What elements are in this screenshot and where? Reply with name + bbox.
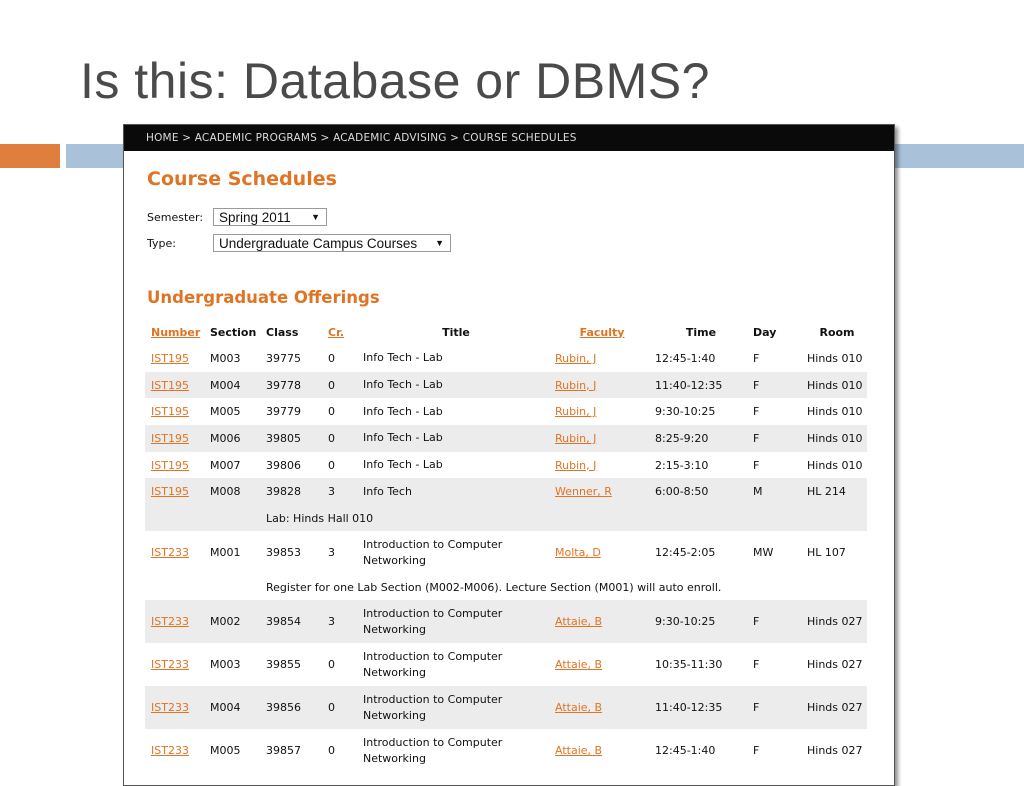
credits-cell: 3 xyxy=(322,478,357,505)
title-cell: Introduction to Computer Networking xyxy=(363,537,503,567)
room-cell: Hinds 010 xyxy=(807,405,863,419)
time-cell: 9:30-10:25 xyxy=(649,600,747,643)
day-cell: F xyxy=(747,425,801,452)
time-cell: 12:45-1:40 xyxy=(655,744,716,758)
header-day: Day xyxy=(753,325,777,339)
breadcrumb: HOME > ACADEMIC PROGRAMS > ACADEMIC ADVISING > COURSE SCHEDULES xyxy=(124,125,894,151)
section-heading: Undergraduate Offerings xyxy=(147,288,380,307)
course-number-link[interactable]: IST195 xyxy=(151,351,189,365)
class-cell: 39853 xyxy=(266,546,301,560)
day-cell: MW xyxy=(753,546,774,560)
note-row xyxy=(145,505,867,531)
table-row xyxy=(145,345,867,372)
header-time: Time xyxy=(685,325,717,339)
faculty-link[interactable]: Attaie, B xyxy=(555,658,603,672)
room-cell: Hinds 027 xyxy=(801,686,867,729)
faculty-link[interactable]: Rubin, J xyxy=(555,351,597,365)
time-cell: 12:45-2:05 xyxy=(655,546,716,560)
course-number-link[interactable]: IST233 xyxy=(145,686,204,729)
class-cell: 39855 xyxy=(266,658,301,672)
time-cell: 8:25-9:20 xyxy=(649,425,747,452)
title-cell: Info Tech - Lab xyxy=(363,404,443,418)
page-content xyxy=(124,168,894,772)
section-cell: M004 xyxy=(204,372,260,399)
time-cell: 11:40-12:35 xyxy=(649,686,747,729)
class-cell: 39856 xyxy=(260,686,322,729)
time-cell: 6:00-8:50 xyxy=(649,478,747,505)
course-number-link[interactable]: IST233 xyxy=(145,600,204,643)
day-cell: F xyxy=(747,686,801,729)
section-cell: M007 xyxy=(210,458,241,472)
credits-cell: 0 xyxy=(328,458,335,472)
type-select[interactable] xyxy=(213,234,451,252)
time-cell: 11:40-12:35 xyxy=(649,372,747,399)
table-row xyxy=(145,398,867,425)
semester-select-value: Spring 2011 xyxy=(219,209,291,225)
table-row xyxy=(145,686,867,729)
room-cell: Hinds 027 xyxy=(807,658,863,672)
section-cell: M008 xyxy=(204,478,260,505)
title-cell: Info Tech xyxy=(357,478,549,505)
credits-cell: 0 xyxy=(328,744,335,758)
course-number-link[interactable]: IST233 xyxy=(151,744,189,758)
credits-cell: 0 xyxy=(322,686,357,729)
caret-down-icon: ▼ xyxy=(311,212,320,222)
table-row xyxy=(145,531,867,574)
room-cell: HL 214 xyxy=(801,478,867,505)
faculty-link[interactable]: Rubin, J xyxy=(549,425,649,452)
course-number-link[interactable]: IST195 xyxy=(145,425,204,452)
time-cell: 9:30-10:25 xyxy=(655,405,716,419)
day-cell: F xyxy=(753,351,760,365)
day-cell: F xyxy=(747,600,801,643)
course-number-link[interactable]: IST195 xyxy=(145,372,204,399)
slide-title: Is this: Database or DBMS? xyxy=(80,53,710,109)
header-number[interactable] xyxy=(145,319,204,345)
type-label: Type: xyxy=(147,236,176,250)
note-text: Register for one Lab Section (M002-M006). Lecture Section (M001) will auto enroll. xyxy=(266,580,722,594)
section-cell: M006 xyxy=(204,425,260,452)
table-header-row xyxy=(145,319,867,345)
credits-cell: 3 xyxy=(328,546,335,560)
time-cell: 2:15-3:10 xyxy=(655,458,709,472)
section-cell: M001 xyxy=(210,546,241,560)
faculty-link[interactable]: Rubin, J xyxy=(549,372,649,399)
note-row xyxy=(145,574,867,600)
faculty-link[interactable]: Rubin, J xyxy=(555,405,597,419)
class-cell: 39805 xyxy=(260,425,322,452)
course-number-link[interactable]: IST233 xyxy=(151,546,189,560)
course-number-link[interactable]: IST233 xyxy=(151,658,189,672)
class-cell: 39854 xyxy=(260,600,322,643)
class-cell: 39779 xyxy=(266,405,301,419)
table-row xyxy=(145,478,867,505)
header-class: Class xyxy=(266,325,299,339)
faculty-link[interactable]: Wenner, R xyxy=(549,478,649,505)
class-cell: 39857 xyxy=(266,744,301,758)
time-cell: 12:45-1:40 xyxy=(655,351,716,365)
room-cell: Hinds 010 xyxy=(807,351,863,365)
room-cell: Hinds 027 xyxy=(807,744,863,758)
day-cell: F xyxy=(753,658,760,672)
faculty-link[interactable]: Rubin, J xyxy=(555,458,597,472)
header-title: Title xyxy=(442,325,470,339)
room-cell: Hinds 010 xyxy=(807,458,863,472)
section-cell: M004 xyxy=(204,686,260,729)
course-number-link[interactable]: IST195 xyxy=(145,478,204,505)
semester-filter xyxy=(147,204,874,230)
credits-cell: 0 xyxy=(322,372,357,399)
day-cell: F xyxy=(753,744,760,758)
title-cell: Introduction to Computer Networking xyxy=(357,686,549,729)
section-cell: M005 xyxy=(210,405,241,419)
note-text: Lab: Hinds Hall 010 xyxy=(260,505,867,531)
table-row xyxy=(145,425,867,452)
slide-accent-bar-orange xyxy=(0,144,60,168)
type-select-value: Undergraduate Campus Courses xyxy=(219,235,418,251)
semester-label: Semester: xyxy=(147,210,204,224)
title-cell: Introduction to Computer Networking xyxy=(363,649,503,679)
header-room: Room xyxy=(819,325,855,339)
time-cell: 10:35-11:30 xyxy=(655,658,723,672)
table-row xyxy=(145,643,867,686)
credits-cell: 0 xyxy=(322,425,357,452)
title-cell: Info Tech - Lab xyxy=(357,372,549,399)
caret-down-icon: ▼ xyxy=(435,238,444,248)
class-cell: 39806 xyxy=(266,458,301,472)
page-title: Course Schedules xyxy=(147,168,337,190)
title-cell: Info Tech - Lab xyxy=(363,351,443,365)
room-cell: Hinds 010 xyxy=(801,425,867,452)
room-cell: Hinds 027 xyxy=(801,600,867,643)
header-section: Section xyxy=(210,325,257,339)
section-cell: M005 xyxy=(210,744,241,758)
room-cell: HL 107 xyxy=(807,546,846,560)
faculty-link[interactable]: Attaie, B xyxy=(549,686,649,729)
course-table xyxy=(145,319,867,772)
header-faculty[interactable] xyxy=(549,319,649,345)
credits-cell: 0 xyxy=(328,351,335,365)
section-cell: M002 xyxy=(204,600,260,643)
course-number-link[interactable]: IST195 xyxy=(151,405,189,419)
table-row xyxy=(145,729,867,772)
faculty-link[interactable]: Attaie, B xyxy=(549,600,649,643)
title-cell: Info Tech - Lab xyxy=(363,458,443,472)
day-cell: M xyxy=(747,478,801,505)
faculty-link[interactable]: Molta, D xyxy=(555,546,601,560)
class-cell: 39778 xyxy=(260,372,322,399)
title-cell: Introduction to Computer Networking xyxy=(357,600,549,643)
course-number-link[interactable]: IST195 xyxy=(151,458,189,472)
table-row xyxy=(145,600,867,643)
section-cell: M003 xyxy=(210,351,241,365)
sort-cr-link[interactable]: Cr. xyxy=(328,325,345,339)
title-cell: Introduction to Computer Networking xyxy=(363,735,503,765)
semester-select[interactable] xyxy=(213,208,327,226)
table-row xyxy=(145,372,867,399)
room-cell: Hinds 010 xyxy=(801,372,867,399)
faculty-link[interactable]: Attaie, B xyxy=(555,744,603,758)
class-cell: 39828 xyxy=(260,478,322,505)
credits-cell: 0 xyxy=(328,405,335,419)
day-cell: F xyxy=(747,372,801,399)
day-cell: F xyxy=(753,405,760,419)
table-row xyxy=(145,452,867,479)
title-cell: Info Tech - Lab xyxy=(357,425,549,452)
header-cr[interactable] xyxy=(322,319,357,345)
credits-cell: 3 xyxy=(322,600,357,643)
class-cell: 39775 xyxy=(266,351,301,365)
sort-faculty-link[interactable]: Faculty xyxy=(579,325,625,339)
credits-cell: 0 xyxy=(328,658,335,672)
screenshot-frame xyxy=(123,124,895,786)
day-cell: F xyxy=(753,458,760,472)
section-cell: M003 xyxy=(210,658,241,672)
sort-number-link[interactable]: Number xyxy=(151,325,201,339)
type-filter xyxy=(147,230,874,256)
